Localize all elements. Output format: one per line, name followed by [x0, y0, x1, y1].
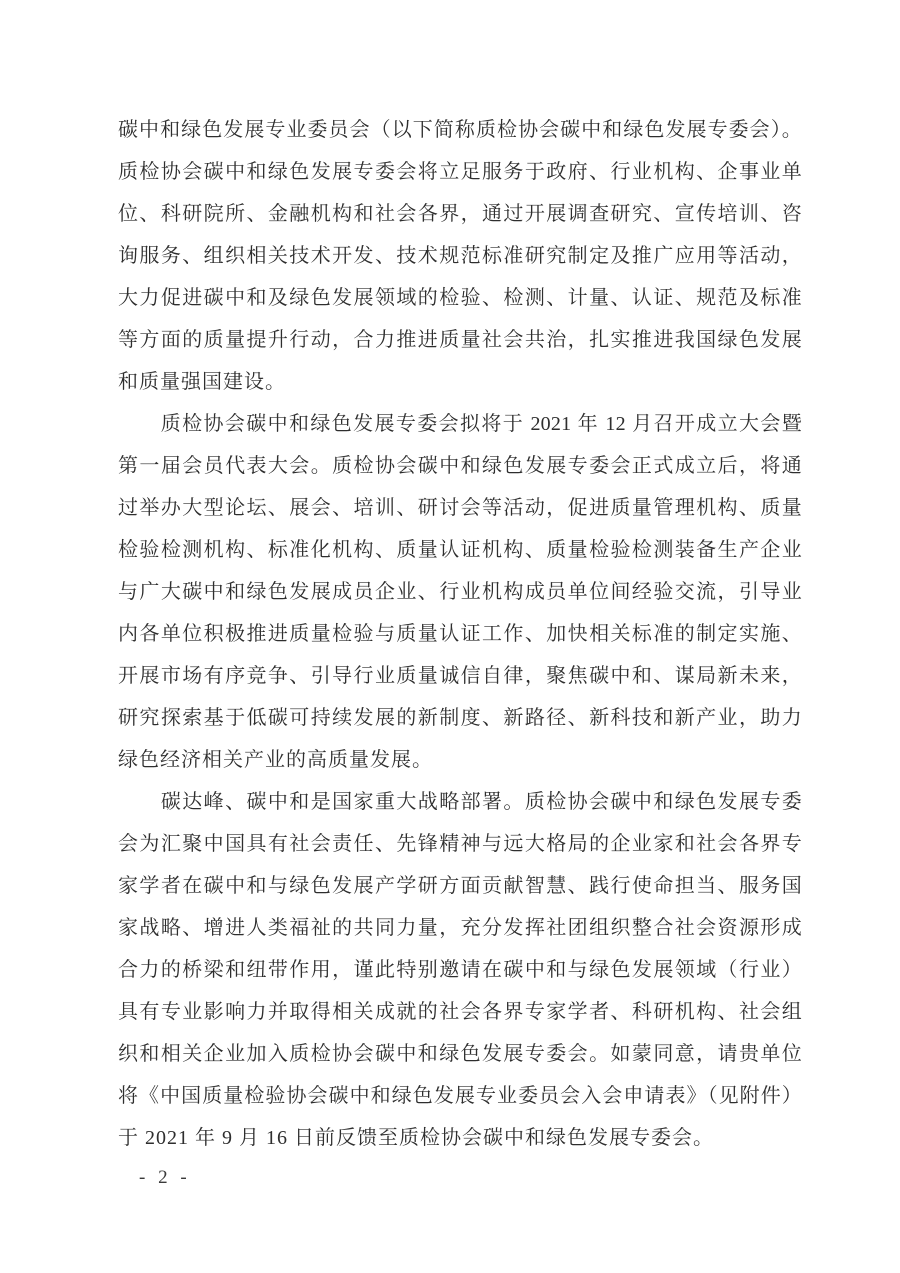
text-line: 碳达峰、碳中和是国家重大战略部署。质检协会碳中和绿色发展专委 [118, 791, 802, 813]
text-line: 会为汇聚中国具有社会责任、先锋精神与远大格局的企业家和社会各界专 [118, 833, 802, 855]
text-line: 第一届会员代表大会。质检协会碳中和绿色发展专委会正式成立后，将通 [118, 455, 802, 477]
text-line: 和质量强国建设。 [118, 371, 286, 393]
text-line: 内各单位积极推进质量检验与质量认证工作、加快相关标准的制定实施、 [118, 623, 802, 645]
text-line: 研究探索基于低碳可持续发展的新制度、新路径、新科技和新产业，助力 [118, 707, 802, 729]
text-line: 绿色经济相关产业的高质量发展。 [118, 749, 433, 771]
text-line: 于 2021 年 9 月 16 日前反馈至质检协会碳中和绿色发展专委会。 [118, 1127, 714, 1149]
text-line: 过举办大型论坛、展会、培训、研讨会等活动，促进质量管理机构、质量 [118, 497, 802, 519]
paragraph [118, 109, 802, 403]
paragraph [118, 781, 802, 1159]
text-line: 大力促进碳中和及绿色发展领域的检验、检测、计量、认证、规范及标准 [118, 287, 802, 309]
text-line: 开展市场有序竞争、引导行业质量诚信自律，聚焦碳中和、谋局新未来， [118, 665, 802, 687]
text-line: 质检协会碳中和绿色发展专委会拟将于 2021 年 12 月召开成立大会暨 [118, 413, 802, 435]
text-line: 询服务、组织相关技术开发、技术规范标准研究制定及推广应用等活动， [118, 245, 802, 267]
text-line: 质检协会碳中和绿色发展专委会将立足服务于政府、行业机构、企事业单 [118, 161, 802, 183]
text-body [118, 109, 802, 1159]
text-line: 与广大碳中和绿色发展成员企业、行业机构成员单位间经验交流，引导业 [118, 581, 802, 603]
text-line: 合力的桥梁和纽带作用，谨此特别邀请在碳中和与绿色发展领域（行业） [118, 959, 802, 981]
text-line: 家学者在碳中和与绿色发展产学研方面贡献智慧、践行使命担当、服务国 [118, 875, 802, 897]
text-line: 位、科研院所、金融机构和社会各界，通过开展调查研究、宣传培训、咨 [118, 203, 802, 225]
text-line: 将《中国质量检验协会碳中和绿色发展专业委员会入会申请表》（见附件） [118, 1085, 802, 1107]
text-line: 织和相关企业加入质检协会碳中和绿色发展专委会。如蒙同意，请贵单位 [118, 1043, 802, 1065]
text-line: 碳中和绿色发展专业委员会（以下简称质检协会碳中和绿色发展专委会）。 [118, 119, 802, 141]
text-line: 具有专业影响力并取得相关成就的社会各界专家学者、科研机构、社会组 [118, 1001, 802, 1023]
text-line: 等方面的质量提升行动，合力推进质量社会共治，扎实推进我国绿色发展 [118, 329, 802, 351]
text-line: 家战略、增进人类福祉的共同力量，充分发挥社团组织整合社会资源形成 [118, 917, 802, 939]
paragraph [118, 403, 802, 781]
page-number: - 2 - [139, 1167, 191, 1188]
text-line: 检验检测机构、标准化机构、质量认证机构、质量检验检测装备生产企业 [118, 539, 802, 561]
